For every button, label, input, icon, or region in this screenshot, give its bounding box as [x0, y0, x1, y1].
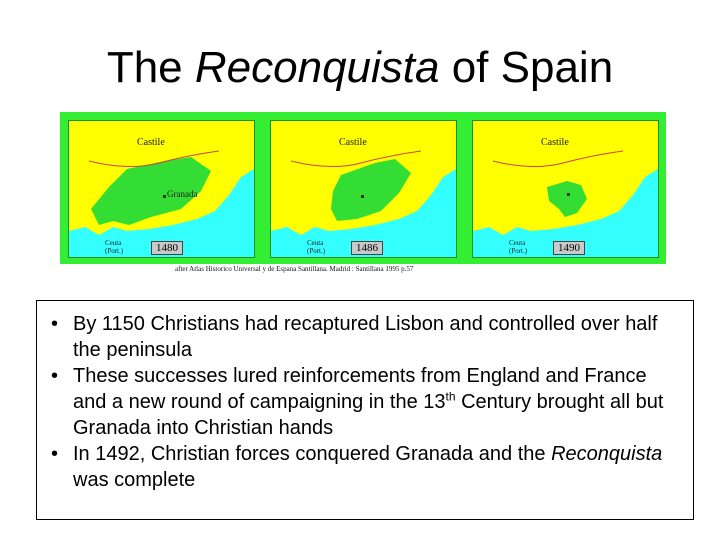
map-label-castile: Castile [137, 137, 165, 148]
bullet-text-box [36, 300, 694, 520]
map-citation: after Atlas Historico Universal y de Espana Santillana. Madrid : Santillana 1995 p.57 [175, 265, 414, 273]
bullet-item-2 [51, 363, 677, 441]
bullet-text-before: These successes lured reinforcements from England and France and a new round of campaigning in the 13 [73, 365, 647, 413]
bullet-item-3 [51, 441, 677, 493]
map-label-castile: Castile [339, 137, 367, 148]
title-rest: of Spain [439, 43, 614, 92]
reconquista-maps-figure [60, 112, 666, 264]
map-label-ceuta [307, 239, 325, 255]
bullet-text-after: Century brought all but Granada into Christian hands [73, 391, 664, 439]
map-panel-1490 [472, 120, 659, 258]
title-plain: The [106, 43, 195, 92]
bullet-italic-term: Reconquista [551, 443, 663, 465]
map-label-castile: Castile [541, 137, 569, 148]
map-label-granada: Granada [167, 189, 198, 199]
bullet-dot-icon: • [51, 313, 59, 335]
ceuta-name: Ceuta [307, 239, 324, 247]
map-year: 1480 [151, 241, 183, 255]
bullet-text: By 1150 Christians had recaptured Lisbon and controlled over half the peninsula [73, 313, 658, 361]
bullet-dot-icon: • [51, 443, 59, 465]
ceuta-name: Ceuta [105, 239, 122, 247]
bullet-text-before: In 1492, Christian forces conquered Granada and the [73, 443, 552, 465]
bullet-text-after: was complete [73, 469, 196, 491]
map-panel-1486 [270, 120, 457, 258]
ceuta-sub: (Port.) [307, 247, 326, 255]
map-label-ceuta [509, 239, 527, 255]
bullet-ordinal-sup: th [445, 389, 456, 404]
map-label-ceuta [105, 239, 123, 255]
bullet-list [37, 301, 693, 493]
ceuta-name: Ceuta [509, 239, 526, 247]
ceuta-sub: (Port.) [105, 247, 124, 255]
bullet-dot-icon: • [51, 365, 59, 387]
map-year: 1490 [553, 241, 585, 255]
map-panel-1480 [68, 120, 255, 258]
map-year: 1486 [351, 241, 383, 255]
slide-title [0, 42, 720, 94]
bullet-item-1 [51, 311, 677, 363]
title-italic: Reconquista [194, 43, 440, 92]
ceuta-sub: (Port.) [509, 247, 528, 255]
